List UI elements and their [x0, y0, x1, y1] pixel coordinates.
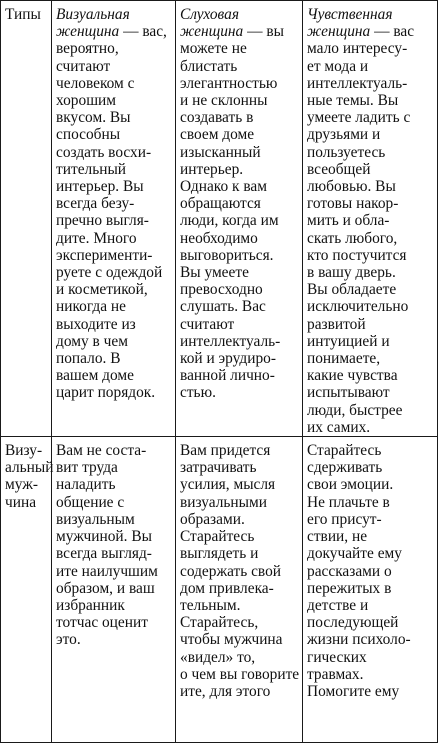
column-text-line: человеком с — [56, 74, 135, 92]
cell-text-line: Старайтесь, — [180, 614, 259, 632]
cell-text-line: затрачивать — [180, 459, 257, 477]
cell-text-line: визуальными — [180, 493, 267, 511]
cell-text-line: вит труда — [56, 459, 118, 477]
cell-text-line: образами. — [180, 510, 245, 528]
column-text-line: ванной лично- — [180, 367, 275, 385]
cell-text-line: о чем вы говорите — [180, 665, 300, 683]
cell-text-line: свои эмоции. — [307, 476, 394, 494]
column-text-line: интеллектуаль- — [307, 74, 408, 92]
table-header-row — [1, 1, 438, 437]
column-text-line: своем доме — [180, 126, 255, 144]
column-sensual-woman — [303, 1, 438, 437]
column-text-line: мало интересу- — [307, 40, 408, 58]
row-label-line: чина — [5, 493, 37, 511]
column-title-line: Чувственная — [307, 6, 393, 23]
header-label: Типы — [5, 6, 41, 23]
column-text-line: какие чувства — [307, 367, 398, 385]
column-text-line: выходите из — [56, 315, 136, 333]
column-title-and-intro — [307, 23, 433, 40]
row-label-line: альный — [5, 459, 54, 477]
column-text-line: испытывают — [307, 384, 390, 402]
column-text-line: блистать — [180, 57, 238, 75]
column-text-line: Вы обладаете — [307, 281, 397, 299]
column-text-line: люди, быстрее — [307, 401, 403, 419]
column-text-line: Однако к вам — [180, 178, 268, 196]
column-intro-text: — вы — [243, 23, 284, 41]
cell-text-line: его присут- — [307, 510, 382, 528]
column-text-line: обращаются — [180, 195, 261, 213]
column-text-line: любовью. Вы — [307, 178, 396, 196]
column-text-line: их самих. — [307, 418, 371, 436]
table-row-visual-man — [1, 437, 438, 743]
cell-text-line: тельным. — [180, 596, 241, 614]
column-text-line: царит порядок. — [56, 384, 156, 402]
cell-text-line: дом привлека- — [180, 579, 274, 597]
cell-text-line: гических — [307, 648, 367, 666]
cell-text-line: визуальным — [56, 510, 135, 528]
column-text-line: всеобщей — [307, 160, 371, 178]
column-text-line: считают — [56, 57, 111, 75]
cell-text-line: детстве и — [307, 596, 369, 614]
cell-text-line: образом, и ваш — [56, 579, 155, 597]
column-text-line: слушать. Вас — [180, 298, 266, 316]
column-title-word: женщина — [180, 23, 244, 41]
row-label-line: муж- — [5, 476, 38, 494]
column-text-line: интеллектуаль- — [180, 332, 281, 350]
cell-text-line: травмах. — [307, 665, 364, 683]
cell-text-line: «видел» то, — [180, 648, 256, 666]
column-text-line: превосходно — [180, 281, 263, 299]
cell-text-line: Вам придется — [180, 442, 271, 460]
column-text-line: люди, когда им — [180, 212, 279, 230]
column-text-line: всегда безу- — [56, 195, 135, 213]
column-text-line: друзьями и — [307, 126, 381, 144]
column-text-line: и не склонны — [180, 92, 268, 110]
column-text-line: интерьер. — [180, 160, 244, 178]
column-text-line: дите. Много — [56, 229, 137, 247]
cell-text-line: ствии, не — [307, 528, 368, 546]
column-text-line: способны — [56, 126, 121, 144]
cell-text-line: последующей — [307, 614, 399, 632]
cell-text-line: Вам не соста- — [56, 442, 147, 460]
cell-text-line: избранник — [56, 596, 125, 614]
column-text-line: вкусом. Вы — [56, 109, 131, 127]
cell-text-line: рассказами о — [307, 562, 392, 580]
cell-text-line: тотчас оценит — [56, 614, 148, 632]
column-text-line: считают — [180, 315, 235, 333]
cell-text-line: Помогите ему — [307, 682, 400, 700]
cell-text-line: наладить — [56, 476, 116, 494]
cell-visual-man-visual-woman — [52, 437, 176, 743]
cell-text-line: чтобы мужчина — [180, 631, 283, 649]
row-label-cell — [1, 437, 52, 743]
column-text-line: стью. — [180, 384, 216, 402]
row-label-line: Визу- — [5, 442, 43, 460]
column-auditory-woman — [176, 1, 303, 437]
cell-text-line: усилия, мысля — [180, 476, 276, 494]
column-text-line: пречно выгля- — [56, 212, 149, 230]
column-visual-woman — [52, 1, 176, 437]
column-text-line: вероятно, — [56, 40, 119, 58]
column-text-line: элегантностью — [180, 74, 278, 92]
column-text-line: ет мода и — [307, 57, 369, 75]
header-label-cell — [1, 1, 52, 437]
column-text-line: изысканный — [180, 143, 261, 161]
column-title-line: Визуальная — [56, 6, 130, 23]
cell-text-line: пережитых в — [307, 579, 392, 597]
column-text-line: вашем доме — [56, 367, 134, 385]
cell-text-line: мужчиной. Вы — [56, 528, 152, 546]
column-intro-text: — вас — [370, 23, 415, 41]
column-text-line: понимаете, — [307, 350, 381, 368]
column-text-line: хорошим — [56, 92, 117, 110]
column-text-line: готовы накор- — [307, 195, 399, 213]
column-text-line: Вы умеете — [180, 264, 249, 282]
column-title-line: Слуховая — [180, 6, 239, 23]
column-text-line: выговориться. — [180, 246, 274, 264]
column-text-line: никогда не — [56, 298, 126, 316]
column-title-and-intro — [180, 23, 298, 40]
cell-text-line: Старайтесь — [307, 442, 382, 460]
cell-text-line: общение с — [56, 493, 125, 511]
column-text-line: скать любого, — [307, 229, 398, 247]
cell-text-line: содержать свой — [180, 562, 282, 580]
column-text-line: мить и обла- — [307, 212, 390, 230]
column-text-line: интуицией и — [307, 332, 390, 350]
column-text-line: исключительно — [307, 298, 409, 316]
cell-text-line: ите, для этого — [180, 682, 271, 700]
cell-text-line: всегда выгляд- — [56, 545, 152, 563]
column-text-line: кой и эрудиро- — [180, 350, 276, 368]
column-text-line: руете с одеждой — [56, 264, 163, 282]
cell-text-line: сдерживать — [307, 459, 383, 477]
column-text-line: создавать в — [180, 109, 254, 127]
column-text-line: эксперименти- — [56, 246, 153, 264]
cell-text-line: докучайте ему — [307, 545, 402, 563]
column-text-line: и косметикой, — [56, 281, 148, 299]
column-text-line: интерьер. Вы — [56, 178, 144, 196]
column-title-word: женщина — [307, 23, 371, 41]
cell-text-line: выглядеть и — [180, 545, 259, 563]
column-text-line: пользуетесь — [307, 143, 386, 161]
column-text-line: необходимо — [180, 229, 258, 247]
column-text-line: в вашу дверь. — [307, 264, 396, 282]
cell-text-line: жизни психоло- — [307, 631, 411, 649]
column-text-line: создать восхи- — [56, 143, 152, 161]
column-intro-text: — вас, — [119, 23, 167, 41]
column-text-line: дому в чем — [56, 332, 128, 350]
column-text-line: попало. В — [56, 350, 121, 368]
cell-text-line: Не плачьте в — [307, 493, 390, 511]
cell-visual-man-auditory-woman — [176, 437, 303, 743]
column-text-line: можете не — [180, 40, 247, 58]
column-title-and-intro — [56, 23, 171, 40]
column-text-line: развитой — [307, 315, 366, 333]
cell-text-line: это. — [56, 631, 81, 649]
column-text-line: умеете ладить с — [307, 109, 411, 127]
cell-text-line: ите наилучшим — [56, 562, 158, 580]
column-title-word: женщина — [56, 23, 120, 41]
column-text-line: ные темы. Вы — [307, 92, 399, 110]
cell-visual-man-sensual-woman — [303, 437, 438, 743]
column-text-line: кто постучится — [307, 246, 407, 264]
column-text-line: тительный — [56, 160, 127, 178]
cell-text-line: Старайтесь — [180, 528, 255, 546]
